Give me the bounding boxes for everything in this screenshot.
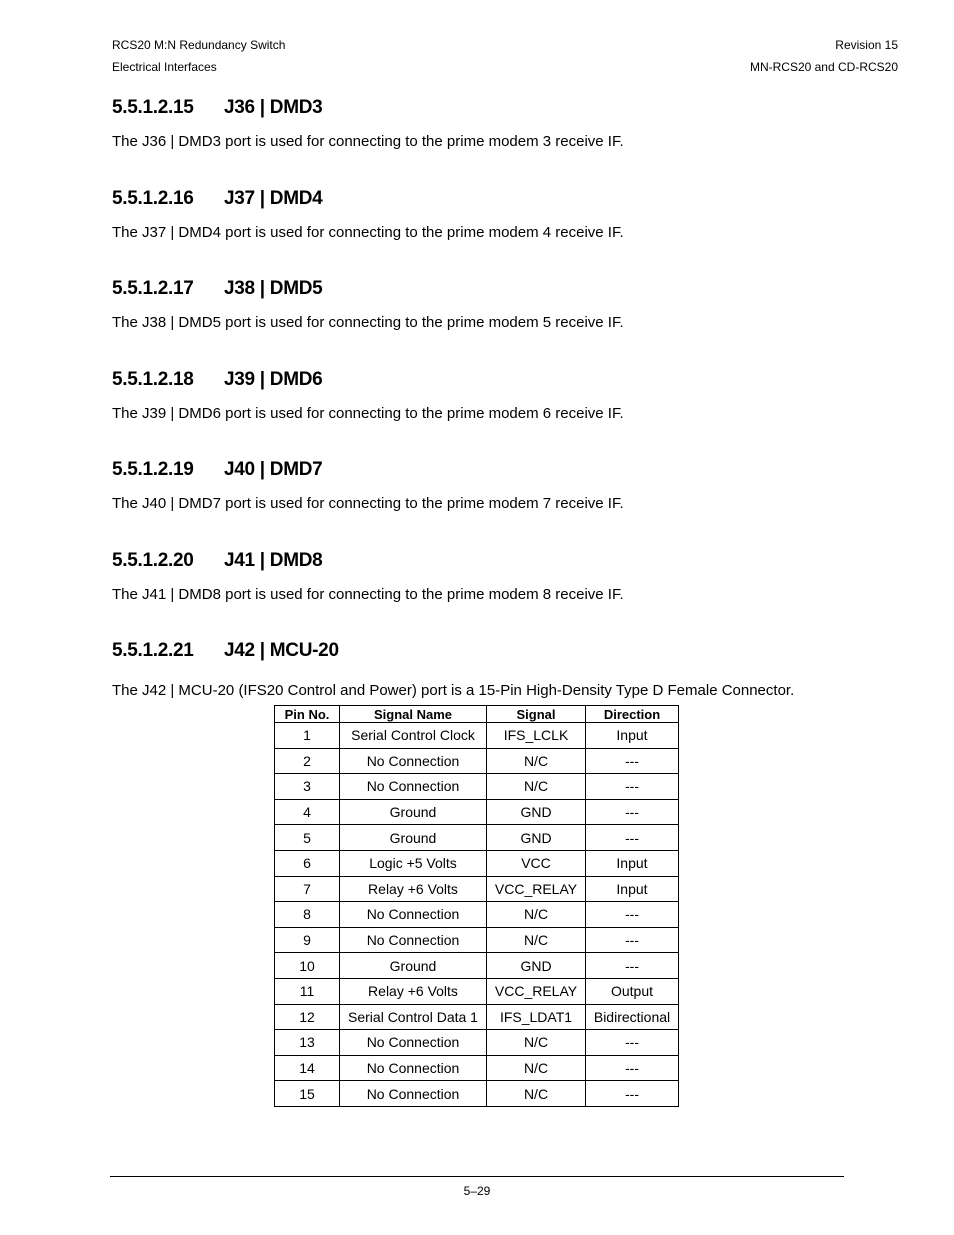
signal-name-cell: No Connection [340,1081,487,1107]
table-row [275,1004,679,1030]
pin-number-cell: 4 [275,799,340,825]
header-chapter-title: Electrical Interfaces [112,60,217,74]
direction-cell: Output [586,978,679,1004]
signal-cell: N/C [487,1030,586,1056]
signal-cell: VCC_RELAY [487,876,586,902]
direction-cell: --- [586,825,679,851]
direction-cell: --- [586,1055,679,1081]
pinout-table [274,705,679,1107]
section-text: The J36 | DMD3 port is used for connecting to the prime modem 3 receive IF. [112,133,624,150]
signal-cell: N/C [487,774,586,800]
signal-name-cell: Serial Control Data 1 [340,1004,487,1030]
section-title: J39 | DMD6 [224,368,323,390]
signal-name-cell: No Connection [340,1055,487,1081]
section-number: 5.5.1.2.21 [112,640,194,661]
signal-cell: GND [487,953,586,979]
direction-cell: --- [586,1081,679,1107]
signal-name-cell: No Connection [340,1030,487,1056]
table-row [275,799,679,825]
direction-cell: --- [586,927,679,953]
table-header-row [275,706,679,723]
signal-name-cell: Relay +6 Volts [340,978,487,1004]
section-j36 [112,95,842,186]
section-title: J40 | DMD7 [224,459,323,480]
signal-cell: N/C [487,748,586,774]
section-text: The J41 | DMD8 port is used for connecting to the prime modem 8 receive IF. [112,585,624,603]
pin-number-cell: 15 [275,1081,340,1107]
section-heading [112,186,842,212]
direction-cell: Input [586,876,679,902]
pin-number-cell: 10 [275,953,340,979]
section-heading [112,548,842,574]
signal-name-cell: No Connection [340,774,487,800]
direction-cell: --- [586,902,679,928]
pin-number-cell: 1 [275,723,340,749]
pin-number-cell: 2 [275,748,340,774]
table-body [275,723,679,1107]
table-row [275,850,679,876]
section-j37 [112,186,842,277]
section-number: 5.5.1.2.19 [112,459,194,480]
table-row [275,927,679,953]
signal-name-cell: No Connection [340,927,487,953]
column-header-pin: Pin No. [275,706,340,723]
header-revision: Revision 15 [835,38,898,52]
signal-cell: VCC_RELAY [487,978,586,1004]
signal-cell: N/C [487,927,586,953]
signal-cell: IFS_LDAT1 [487,1004,586,1030]
pin-number-cell: 14 [275,1055,340,1081]
table-row [275,978,679,1004]
header-doc-number: MN-RCS20 and CD-RCS20 [749,60,898,74]
pin-number-cell: 8 [275,902,340,928]
direction-cell: --- [586,799,679,825]
section-number: 5.5.1.2.17 [112,278,194,299]
pin-number-cell: 5 [275,825,340,851]
section-text: The J38 | DMD5 port is used for connecting to the prime modem 5 receive IF. [112,314,624,331]
table-row [275,1081,679,1107]
direction-cell: --- [586,774,679,800]
signal-cell: GND [487,825,586,851]
section-heading [112,457,842,483]
section-heading [112,638,842,664]
section-text: The J37 | DMD4 port is used for connecting to the prime modem 4 receive IF. [112,223,624,241]
table-row [275,902,679,928]
signal-name-cell: Ground [340,825,487,851]
pin-number-cell: 7 [275,876,340,902]
table-row [275,876,679,902]
signal-name-cell: No Connection [340,748,487,774]
footer-rule [110,1176,844,1177]
signal-cell: N/C [487,1081,586,1107]
section-heading [112,367,842,393]
section-number: 5.5.1.2.20 [112,549,194,571]
direction-cell: Input [586,850,679,876]
direction-cell: Input [586,723,679,749]
signal-cell: IFS_LCLK [487,723,586,749]
pin-number-cell: 6 [275,850,340,876]
section-title: J42 | MCU-20 [224,640,339,661]
table-row [275,723,679,749]
section-j39 [112,367,842,458]
section-j38 [112,276,842,367]
signal-cell: N/C [487,902,586,928]
pin-number-cell: 11 [275,978,340,1004]
signal-name-cell: Relay +6 Volts [340,876,487,902]
section-title: J36 | DMD3 [224,97,323,118]
section-number: 5.5.1.2.16 [112,187,194,209]
direction-cell: --- [586,1030,679,1056]
table-row [275,774,679,800]
document-body [112,95,842,729]
section-title: J41 | DMD8 [224,549,323,571]
column-header-signal: Signal [487,706,586,723]
table-row [275,748,679,774]
section-text: The J39 | DMD6 port is used for connecting to the prime modem 6 receive IF. [112,404,624,422]
pin-number-cell: 12 [275,1004,340,1030]
pin-number-cell: 9 [275,927,340,953]
direction-cell: --- [586,953,679,979]
table-row [275,1055,679,1081]
column-header-direction: Direction [586,706,679,723]
direction-cell: Bidirectional [586,1004,679,1030]
signal-name-cell: No Connection [340,902,487,928]
section-j41 [112,548,842,639]
section-title: J37 | DMD4 [224,187,323,209]
header-doc-title: RCS20 M:N Redundancy Switch [112,38,286,52]
page-number: 5–29 [463,1184,491,1198]
signal-name-cell: Ground [340,953,487,979]
pin-number-cell: 13 [275,1030,340,1056]
signal-name-cell: Logic +5 Volts [340,850,487,876]
table-row [275,1030,679,1056]
table-row [275,953,679,979]
section-heading [112,95,842,121]
section-text: The J40 | DMD7 port is used for connecting to the prime modem 7 receive IF. [112,495,624,512]
connector-description: The J42 | MCU-20 (IFS20 Control and Power) port is a 15-Pin High-Density Type D Female Connector. [112,682,795,699]
section-number: 5.5.1.2.15 [112,97,194,118]
column-header-signal-name: Signal Name [340,706,487,723]
section-j40 [112,457,842,548]
section-heading [112,276,842,302]
signal-cell: GND [487,799,586,825]
signal-name-cell: Serial Control Clock [340,723,487,749]
section-title: J38 | DMD5 [224,278,323,299]
table-row [275,825,679,851]
signal-cell: N/C [487,1055,586,1081]
signal-cell: VCC [487,850,586,876]
direction-cell: --- [586,748,679,774]
section-number: 5.5.1.2.18 [112,368,194,390]
pin-number-cell: 3 [275,774,340,800]
signal-name-cell: Ground [340,799,487,825]
